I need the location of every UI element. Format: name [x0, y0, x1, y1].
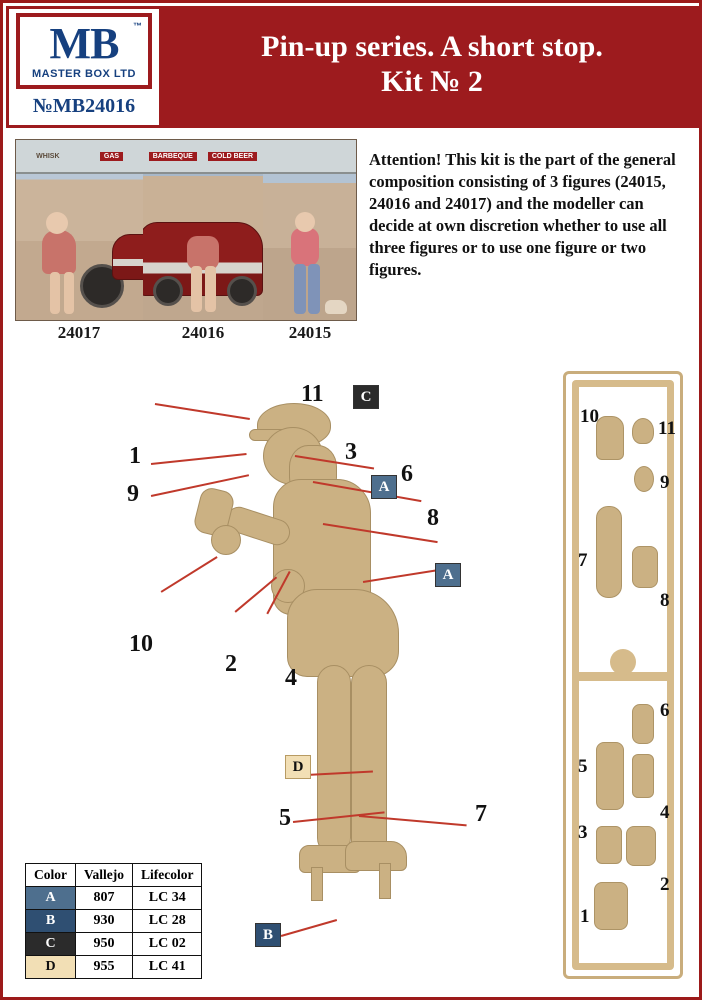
- page-title: Pin-up series. A short stop.: [261, 29, 603, 63]
- vallejo-d: 955: [76, 956, 133, 979]
- callout-6: 6: [401, 461, 413, 487]
- header-banner: [6, 6, 702, 128]
- table-row: [26, 956, 202, 979]
- part-heel-left: [311, 867, 323, 901]
- part-leg-left: [317, 665, 351, 855]
- sign-text-whisk: WHISK: [36, 152, 60, 160]
- sprue-part-2: [626, 826, 656, 866]
- callout-1: 1: [129, 443, 141, 469]
- marker-d: D: [285, 755, 311, 779]
- header-lifecolor: Lifecolor: [133, 864, 202, 887]
- car-wheel-front: [153, 276, 183, 306]
- table-row: [26, 933, 202, 956]
- figure-leg-left: [294, 264, 306, 314]
- sprue-part-6: [632, 704, 654, 744]
- brand-name: MASTER BOX LTD: [32, 68, 136, 80]
- vallejo-a: 807: [76, 887, 133, 910]
- table-row: [26, 910, 202, 933]
- leader-line: [161, 556, 218, 592]
- sprue-label-7: 7: [578, 550, 588, 571]
- sprue-label-4: 4: [660, 802, 670, 823]
- sprue-part-4: [632, 754, 654, 798]
- table-header-row: [26, 864, 202, 887]
- marker-a-upper: A: [371, 475, 397, 499]
- color-code-b: B: [26, 910, 76, 933]
- photo-captions: [15, 323, 357, 343]
- car-body: [112, 234, 143, 280]
- sprue-label-9: 9: [660, 472, 670, 493]
- figure-torso: [187, 236, 219, 270]
- callout-11: 11: [301, 381, 324, 407]
- sprue-part-5: [596, 742, 624, 810]
- lifecolor-a: LC 34: [133, 887, 202, 910]
- sprue-label-1: 1: [580, 906, 590, 927]
- sign-text-barbeque: BARBEQUE: [149, 152, 197, 161]
- sprue-label-10: 10: [580, 406, 599, 427]
- header-vallejo: Vallejo: [76, 864, 133, 887]
- part-hips: [287, 589, 399, 677]
- sprue-label-8: 8: [660, 590, 670, 611]
- callout-2: 2: [225, 651, 237, 677]
- figure-leg-left: [50, 272, 60, 314]
- callout-4: 4: [285, 665, 297, 691]
- marker-b: B: [255, 923, 281, 947]
- color-code-c: C: [26, 933, 76, 956]
- dog-figure: [325, 300, 347, 314]
- caption-24017: 24017: [57, 323, 101, 342]
- callout-5: 5: [279, 805, 291, 831]
- sign-text-gas: GAS: [100, 152, 123, 161]
- caption-24015: 24015: [288, 323, 332, 342]
- part-leg-right: [351, 665, 387, 865]
- photo-24017: [16, 140, 143, 320]
- header-color: Color: [26, 864, 76, 887]
- product-photo-strip: [15, 139, 357, 321]
- sprue-part-1: [594, 882, 628, 930]
- part-hand-left: [211, 525, 241, 555]
- header-titles: [162, 6, 702, 128]
- logo-frame: [16, 13, 152, 89]
- sprue-part-10: [596, 416, 624, 460]
- attention-label: Attention!: [369, 150, 442, 169]
- lifecolor-b: LC 28: [133, 910, 202, 933]
- trademark-symbol: ™: [133, 21, 142, 31]
- photo-signboard: [16, 140, 143, 174]
- sprue-part-7: [596, 506, 622, 598]
- sprue-part-3: [596, 826, 622, 864]
- caption-24016: 24016: [181, 323, 225, 342]
- figure-head: [46, 212, 68, 234]
- photo-signboard: [143, 140, 262, 174]
- marker-c: C: [353, 385, 379, 409]
- brand-initials: MB: [49, 19, 119, 68]
- figure-head: [295, 212, 315, 232]
- callout-7: 7: [475, 801, 487, 827]
- color-reference-table: [25, 863, 202, 979]
- color-code-d: D: [26, 956, 76, 979]
- figure-torso: [42, 230, 76, 274]
- photo-24015: [263, 140, 356, 320]
- table-row: [26, 887, 202, 910]
- model-figure: [233, 393, 463, 973]
- sprue-label-2: 2: [660, 874, 670, 895]
- vallejo-b: 930: [76, 910, 133, 933]
- color-code-a: A: [26, 887, 76, 910]
- callout-9: 9: [127, 481, 139, 507]
- sprue-label-3: 3: [578, 822, 588, 843]
- vallejo-c: 950: [76, 933, 133, 956]
- part-shoe-right: [345, 841, 407, 871]
- lifecolor-c: LC 02: [133, 933, 202, 956]
- callout-8: 8: [427, 505, 439, 531]
- sprue-label-6: 6: [660, 700, 670, 721]
- sprue-label-11: 11: [658, 418, 676, 439]
- sprue-label-5: 5: [578, 756, 588, 777]
- sprue-gate-knob: [610, 649, 636, 675]
- sprue-diagram: [563, 371, 683, 979]
- photo-signboard: [263, 140, 356, 174]
- car-wheel-rear: [227, 276, 257, 306]
- attention-note: [369, 149, 691, 281]
- page-subtitle: Kit № 2: [381, 65, 483, 98]
- figure-leg-right: [205, 266, 216, 312]
- photo-24016: [143, 140, 262, 320]
- part-heel-right: [379, 863, 391, 899]
- sprue-part-11: [632, 418, 654, 444]
- lifecolor-d: LC 41: [133, 956, 202, 979]
- sprue-part-9: [634, 466, 654, 492]
- callout-3: 3: [345, 439, 357, 465]
- attention-text: This kit is the part of the general composition consisting of 3 figures (24015, 24016 and 24017) and the modeller can decide at own discretion whether to use all three figures or to use one figure or two figures.: [369, 150, 676, 279]
- brand-logo: [9, 9, 159, 125]
- sign-text-coldbeer: COLD BEER: [208, 152, 257, 161]
- figure-leg-left: [191, 266, 202, 312]
- callout-10: 10: [129, 631, 153, 657]
- figure-leg-right: [64, 272, 74, 314]
- kit-number: №MB24016: [32, 95, 136, 117]
- figure-leg-right: [308, 264, 320, 314]
- figure-torso: [291, 228, 319, 266]
- sprue-part-8: [632, 546, 658, 588]
- marker-a-lower: A: [435, 563, 461, 587]
